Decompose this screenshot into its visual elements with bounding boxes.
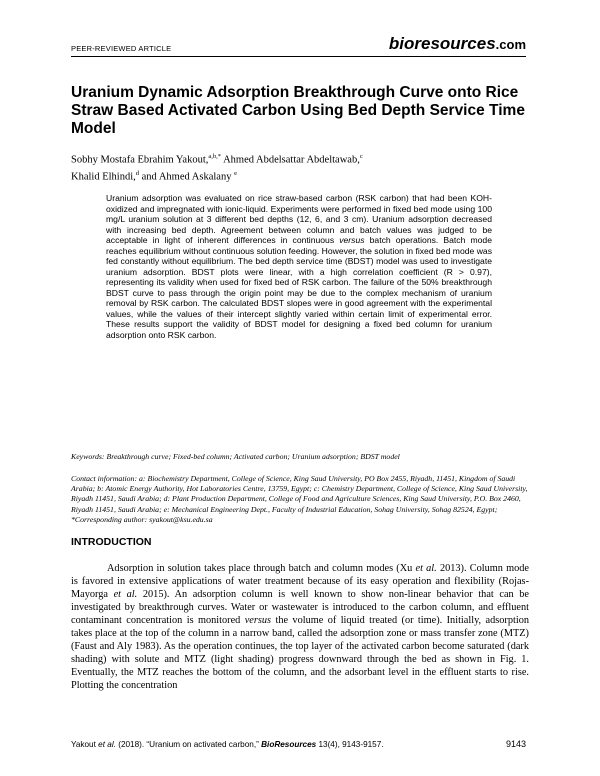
- abstract-emphasis: versus: [339, 235, 365, 245]
- citation-etal: et al.: [98, 740, 116, 749]
- keywords: Keywords: Breakthrough curve; Fixed-bed column; Activated carbon; Uranium adsorption; BDST model: [71, 452, 400, 461]
- brand-suffix: .com: [495, 37, 526, 52]
- intro-text-1: Adsorption in solution takes place through batch and column modes (Xu: [107, 563, 413, 574]
- author-2-affiliation: c: [359, 153, 363, 160]
- author-1: Sobhy Mostafa Ebrahim Yakout,: [71, 154, 209, 166]
- page-footer: [71, 740, 526, 756]
- intro-text-3: 2015). An adsorption column is well known to show non-linear behavior that can be investigated by breakthrough curves. Water or wastewater is introduced to the carbon column, and effluent contaminant concentration is monitored: [71, 589, 530, 626]
- introduction-paragraph: [71, 562, 529, 692]
- citation-title: (2018). “Uranium on activated carbon,”: [118, 740, 259, 749]
- author-3: Khalid Elhindi,: [71, 171, 136, 182]
- author-4-affiliation: e: [234, 169, 237, 177]
- intro-emphasis-2: et al.: [113, 589, 138, 600]
- author-2: Ahmed Abdelsattar Abdeltawab,: [223, 154, 360, 166]
- page-header: [71, 36, 526, 57]
- journal-brand-logo: [389, 34, 526, 54]
- page-number: 9143: [505, 739, 526, 749]
- intro-text-4: the volume of liquid treated (or time). Initially, adsorption takes place at the top of the column in a narrow band, called the adsorption zone or mass transfer zone (MTZ) (Faust and Aly 1983). As the operation continues, the top layer of the activated carbon become saturated (dark shading) with solute and MTZ (light shading) progress downward through the bed as shown in Fig. 1. Eventually, the MTZ reaches the bottom of the column, and the adsorbant level in the effluent starts to rise. Plotting the concentration: [71, 615, 529, 691]
- author-conjunction: and: [141, 171, 157, 182]
- abstract-text-2: batch operations. Batch mode reaches equilibrium without continuous solution feeding. However, the solution in fixed bed mode was fed constantly without equilibrium. The bed depth service time (BDST) model was used to investigate uranium adsorption. BDST plots were linear, with a high correlation coefficient (R > 0.97), representing its validity when used for fixed bed of RSK carbon. The failure of the 50% breakthrough BDST curve to pass through the origin point may be due to the complex mechanism of uranium removal by RSK carbon. The calculated BDST slopes were in good agreement with the experimental values, while the values of their intercept slightly varied within certain limit of experimental error. These results support the validity of BDST model for designing a fixed bed column for uranium adsorption onto RSK carbon.: [106, 235, 492, 340]
- peer-reviewed-label: PEER-REVIEWED ARTICLE: [71, 44, 172, 53]
- citation-line: [71, 740, 384, 749]
- contact-information: Contact information: a: Biochemistry Department, College of Science, King Saud University, PO Box 2455, Riyadh, 11451, Kingdom of Saudi Arabia; b: Atomic Energy Authority, Hot Laboratories Centre, 13759, Egypt; c: Chemistry Department, College of Science, King Saud University, Riyadh 11451, Saudi Arabia; d: Plant Production Department, College of Food and Agriculture Sciences, King Saud University, P.O. Box 2460, Riyadh 11451, Saudi Arabia; e: Mechanical Engineering Dept., Faculty of Industrial Education, Sohag University, Sohag 82524, Egypt; *Corresponding author: syakout@ksu.edu.sa: [71, 474, 528, 524]
- citation-author: Yakout: [71, 740, 96, 749]
- abstract-text-1: Uranium adsorption was evaluated on rice straw-based carbon (RSK carbon) that had been KOH-oxidized and impregnated with ionic-liquid. Experiments were performed in fixed bed mode using 100 mg/L uranium solution at 3 different bed depths (12, 6, and 3 cm). Uranium adsorption decreased with increasing bed depth. Agreement between column and batch values was judged to be acceptable in light of inherent differences in continuous: [106, 193, 492, 245]
- intro-emphasis-1: et al.: [415, 563, 437, 574]
- author-4: Ahmed Askalany: [158, 171, 232, 182]
- author-1-affiliation: a,b,*: [208, 153, 222, 160]
- brand-name: bioresources: [388, 34, 496, 53]
- article-title: Uranium Dynamic Adsorption Breakthrough Curve onto Rice Straw Based Activated Carbon Using Bed Depth Service Time Model: [71, 84, 525, 137]
- author-list: [71, 150, 526, 183]
- abstract: [106, 193, 492, 340]
- author-3-affiliation: d: [135, 169, 139, 177]
- citation-volume: 13(4), 9143-9157.: [318, 740, 384, 749]
- section-heading-introduction: INTRODUCTION: [71, 536, 152, 548]
- citation-journal: BioResources: [261, 740, 317, 749]
- intro-emphasis-3: versus: [244, 615, 272, 626]
- intro-text-2: 2013). Column mode is favored in extensive applications of water treatment because of its easy operation and flexibility (Rojas-Mayorga: [71, 563, 529, 600]
